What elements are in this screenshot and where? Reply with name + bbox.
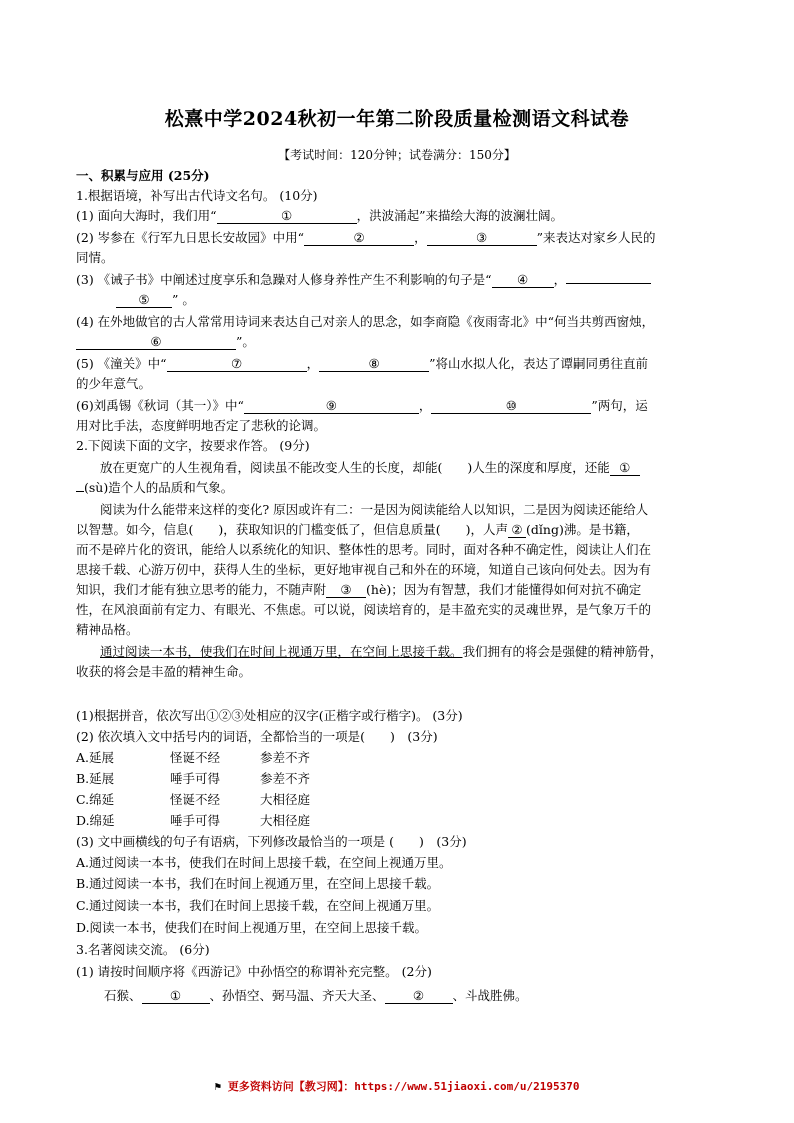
q1-text: (6)刘禹锡《秋词（其一）》中“ [76, 398, 244, 413]
q2-sub-2: (2) 依次填入文中括号内的词语，全都恰当的一项是( ) (3分) [76, 729, 438, 744]
option-word: 大相径庭 [260, 792, 311, 807]
option-row[interactable]: B.通过阅读一本书，我们在时间上视通万里，在空间上思接千载。 [76, 876, 440, 891]
q1-line-2: (2) 岑参在《行军九日思长安故园》中用“ ② ， ③ ”来表达对家乡人民的 [76, 230, 656, 245]
passage-text: 收获的将会是丰盈的精神生命。 [76, 664, 252, 679]
question-3-stem: 3.名著阅读交流。 (6分) [76, 942, 210, 957]
section-heading: 一、积累与应用 (25分) [76, 168, 210, 183]
answer-blank-9[interactable]: ⑨ [244, 399, 419, 414]
answer-blank-q3-2[interactable]: ② [385, 989, 453, 1004]
answer-blank-1[interactable]: ① [217, 209, 357, 224]
passage-text: 以智慧。如今，信息( )，获取知识的门槛变低了，但信息质量( )，人声 [76, 522, 509, 537]
option-row[interactable]: C.通过阅读一本书，我们在时间上思接千载，在空间上视通万里。 [76, 898, 440, 913]
answer-blank-5[interactable]: ⑤ [116, 293, 172, 308]
passage-text: 造个人的品质和气象。 [108, 480, 234, 495]
option-word: 怪诞不经 [170, 750, 221, 765]
q1-text: ，洪波涌起”来描绘大海的波澜壮阔。 [356, 208, 563, 223]
option-row[interactable] [76, 792, 310, 808]
passage-text: 阅读为什么能带来这样的变化? 原因或许有二：一是因为阅读能给人以知识，二是因为阅读还能给人 [100, 502, 649, 517]
q1-text: ”两句，运 [591, 398, 648, 413]
pinyin-blank-1[interactable]: ① [610, 461, 640, 476]
passage-text: 放在更宽广的人生视角看，阅读虽不能改变人生的长度，却能( )人生的深度和厚度，还能 [100, 460, 610, 475]
option-word: 大相径庭 [260, 813, 311, 828]
option-row[interactable] [76, 750, 310, 766]
q3-sub-1: (1) 请按时间顺序将《西游记》中孙悟空的称谓补充完整。 (2分) [76, 964, 432, 979]
option-row[interactable]: D.阅读一本书，使我们在时间上视通万里，在空间上思接千载。 [76, 920, 428, 935]
answer-blank-2[interactable]: ② [304, 231, 414, 246]
q1-text: ”将山水拟人化，表达了谭嗣同勇往直前 [429, 356, 648, 371]
passage-text: (dǐng)沸。是书籍， [526, 522, 639, 537]
answer-blank-5-start[interactable] [566, 283, 651, 284]
passage-line [100, 644, 663, 660]
option-label: A.延展 [76, 750, 115, 765]
option-word: 唾手可得 [170, 813, 221, 828]
option-word: 唾手可得 [170, 771, 221, 786]
question-1-stem: 1.根据语境，补写出古代诗文名句。 (10分) [76, 188, 318, 203]
q2-sub-3: (3) 文中画横线的句子有语病，下列修改最恰当的一项是 ( ) (3分) [76, 834, 467, 849]
pinyin-su: (sù) [84, 480, 109, 495]
option-label: B.延展 [76, 771, 115, 786]
option-word: 参差不齐 [260, 771, 311, 786]
footer-text[interactable]: 更多资料访问【教习网】：https://www.51jiaoxi.com/u/2195370 [227, 1080, 580, 1093]
pinyin-blank-1-end [76, 491, 84, 492]
answer-blank-3[interactable]: ③ [427, 231, 537, 246]
option-label: C.绵延 [76, 792, 115, 807]
q1-line-6: (6)刘禹锡《秋词（其一）》中“ ⑨ ， ⑩ ”两句，运 [76, 398, 648, 413]
q1-text: 的少年意气。 [76, 376, 152, 391]
passage-line [76, 480, 233, 496]
q1-text: (2) 岑参在《行军九日思长安故园》中用“ [76, 230, 305, 245]
answer-blank-10[interactable]: ⑩ [431, 399, 591, 414]
passage-text: 精神品格。 [76, 622, 139, 637]
option-row[interactable]: A.通过阅读一本书，使我们在时间上思接千载，在空间上视通万里。 [76, 855, 452, 870]
option-word: 参差不齐 [260, 750, 311, 765]
q1-text: 同情。 [76, 250, 114, 265]
answer-blank-4[interactable]: ④ [492, 273, 554, 288]
answer-blank-8[interactable]: ⑧ [319, 357, 429, 372]
option-word: 怪诞不经 [170, 792, 221, 807]
passage-text: 知识，我们才能有独立思考的能力，不随声附 [76, 582, 327, 597]
passage-text: 思接千载、心游万仞中，获得人生的坐标，更好地审视自己和外在的环境，知道自己该向何处去。因为有 [76, 562, 652, 577]
q1-text: (1) 面向大海时，我们用“ [76, 208, 217, 223]
footer-link[interactable] [0, 1078, 794, 1094]
question-2-stem: 2.下阅读下面的文字，按要求作答。 (9分) [76, 438, 310, 453]
passage-text: 而不是碎片化的资讯，能给人以系统化的知识、整体性的思考。同时，面对各种不确定性，阅读让人们在 [76, 542, 652, 557]
answer-blank-7[interactable]: ⑦ [167, 357, 307, 372]
passage-text: (hè)；因为有智慧，我们才能懂得如何对抗不确定 [366, 582, 642, 597]
flag-icon: ⚑ [214, 1080, 222, 1093]
q2-sub-1: (1)根据拼音，依次写出①②③处相应的汉字(正楷字或行楷字)。 (3分) [76, 708, 463, 723]
q1-text: ”来表达对家乡人民的 [536, 230, 656, 245]
pinyin-blank-2[interactable]: ② [508, 523, 526, 538]
passage-line [76, 522, 639, 538]
passage-line [100, 460, 640, 476]
answer-blank-6[interactable]: ⑥ [76, 335, 236, 350]
q1-line-1 [76, 208, 563, 224]
option-row[interactable] [76, 813, 310, 829]
q1-line-3b [116, 292, 195, 308]
answer-blank-q3-1[interactable]: ① [142, 989, 210, 1004]
passage-text: 我们拥有的将会是强健的精神筋骨， [462, 644, 663, 659]
pinyin-blank-3[interactable]: ③ [326, 583, 366, 598]
q1-line-3: (3) 《诫子书》中阐述过度享乐和急躁对人修身养性产生不利影响的句子是“ ④ ， [76, 272, 651, 288]
passage-line [76, 582, 641, 598]
q1-text: ”。 [236, 334, 255, 349]
q1-text: 用对比手法，态度鲜明地否定了悲秋的论调。 [76, 418, 327, 433]
q1-line-5: (5) 《潼关》中“ ⑦ ， ⑧ ”将山水拟人化，表达了谭嗣同勇往直前 [76, 356, 648, 371]
passage-text: 性，在风浪面前有定力、有眼光、不焦虑。可以说，阅读培育的，是丰盈充实的灵魂世界，是气象万千的 [76, 602, 652, 617]
q1-text: ” 。 [172, 292, 195, 307]
q1-line-4b [76, 334, 255, 350]
page-title: 松熹中学2024秋初一年第二阶段质量检测语文科试卷 [164, 108, 630, 130]
q3-text: 、孙悟空、弼马温、齐天大圣、 [209, 988, 385, 1003]
exam-info: 【考试时间：120分钟；试卷满分：150分】 [278, 148, 516, 162]
q1-text: (5) 《潼关》中“ [76, 356, 167, 371]
underlined-sentence: 通过阅读一本书，使我们在时间上视通万里，在空间上思接千载。 [100, 644, 463, 659]
q3-line [104, 988, 528, 1004]
option-row[interactable] [76, 771, 310, 787]
q1-text: (3) 《诫子书》中阐述过度享乐和急躁对人修身养性产生不利影响的句子是“ [76, 272, 492, 287]
q1-text: (4) 在外地做官的古人常常用诗词来表达自己对亲人的思念，如李商隐《夜雨寄北》中“何当共剪西窗烛， [76, 314, 655, 329]
q3-text: 石猴、 [104, 988, 142, 1003]
q3-text: 、斗战胜佛。 [452, 988, 528, 1003]
option-label: D.绵延 [76, 813, 115, 828]
